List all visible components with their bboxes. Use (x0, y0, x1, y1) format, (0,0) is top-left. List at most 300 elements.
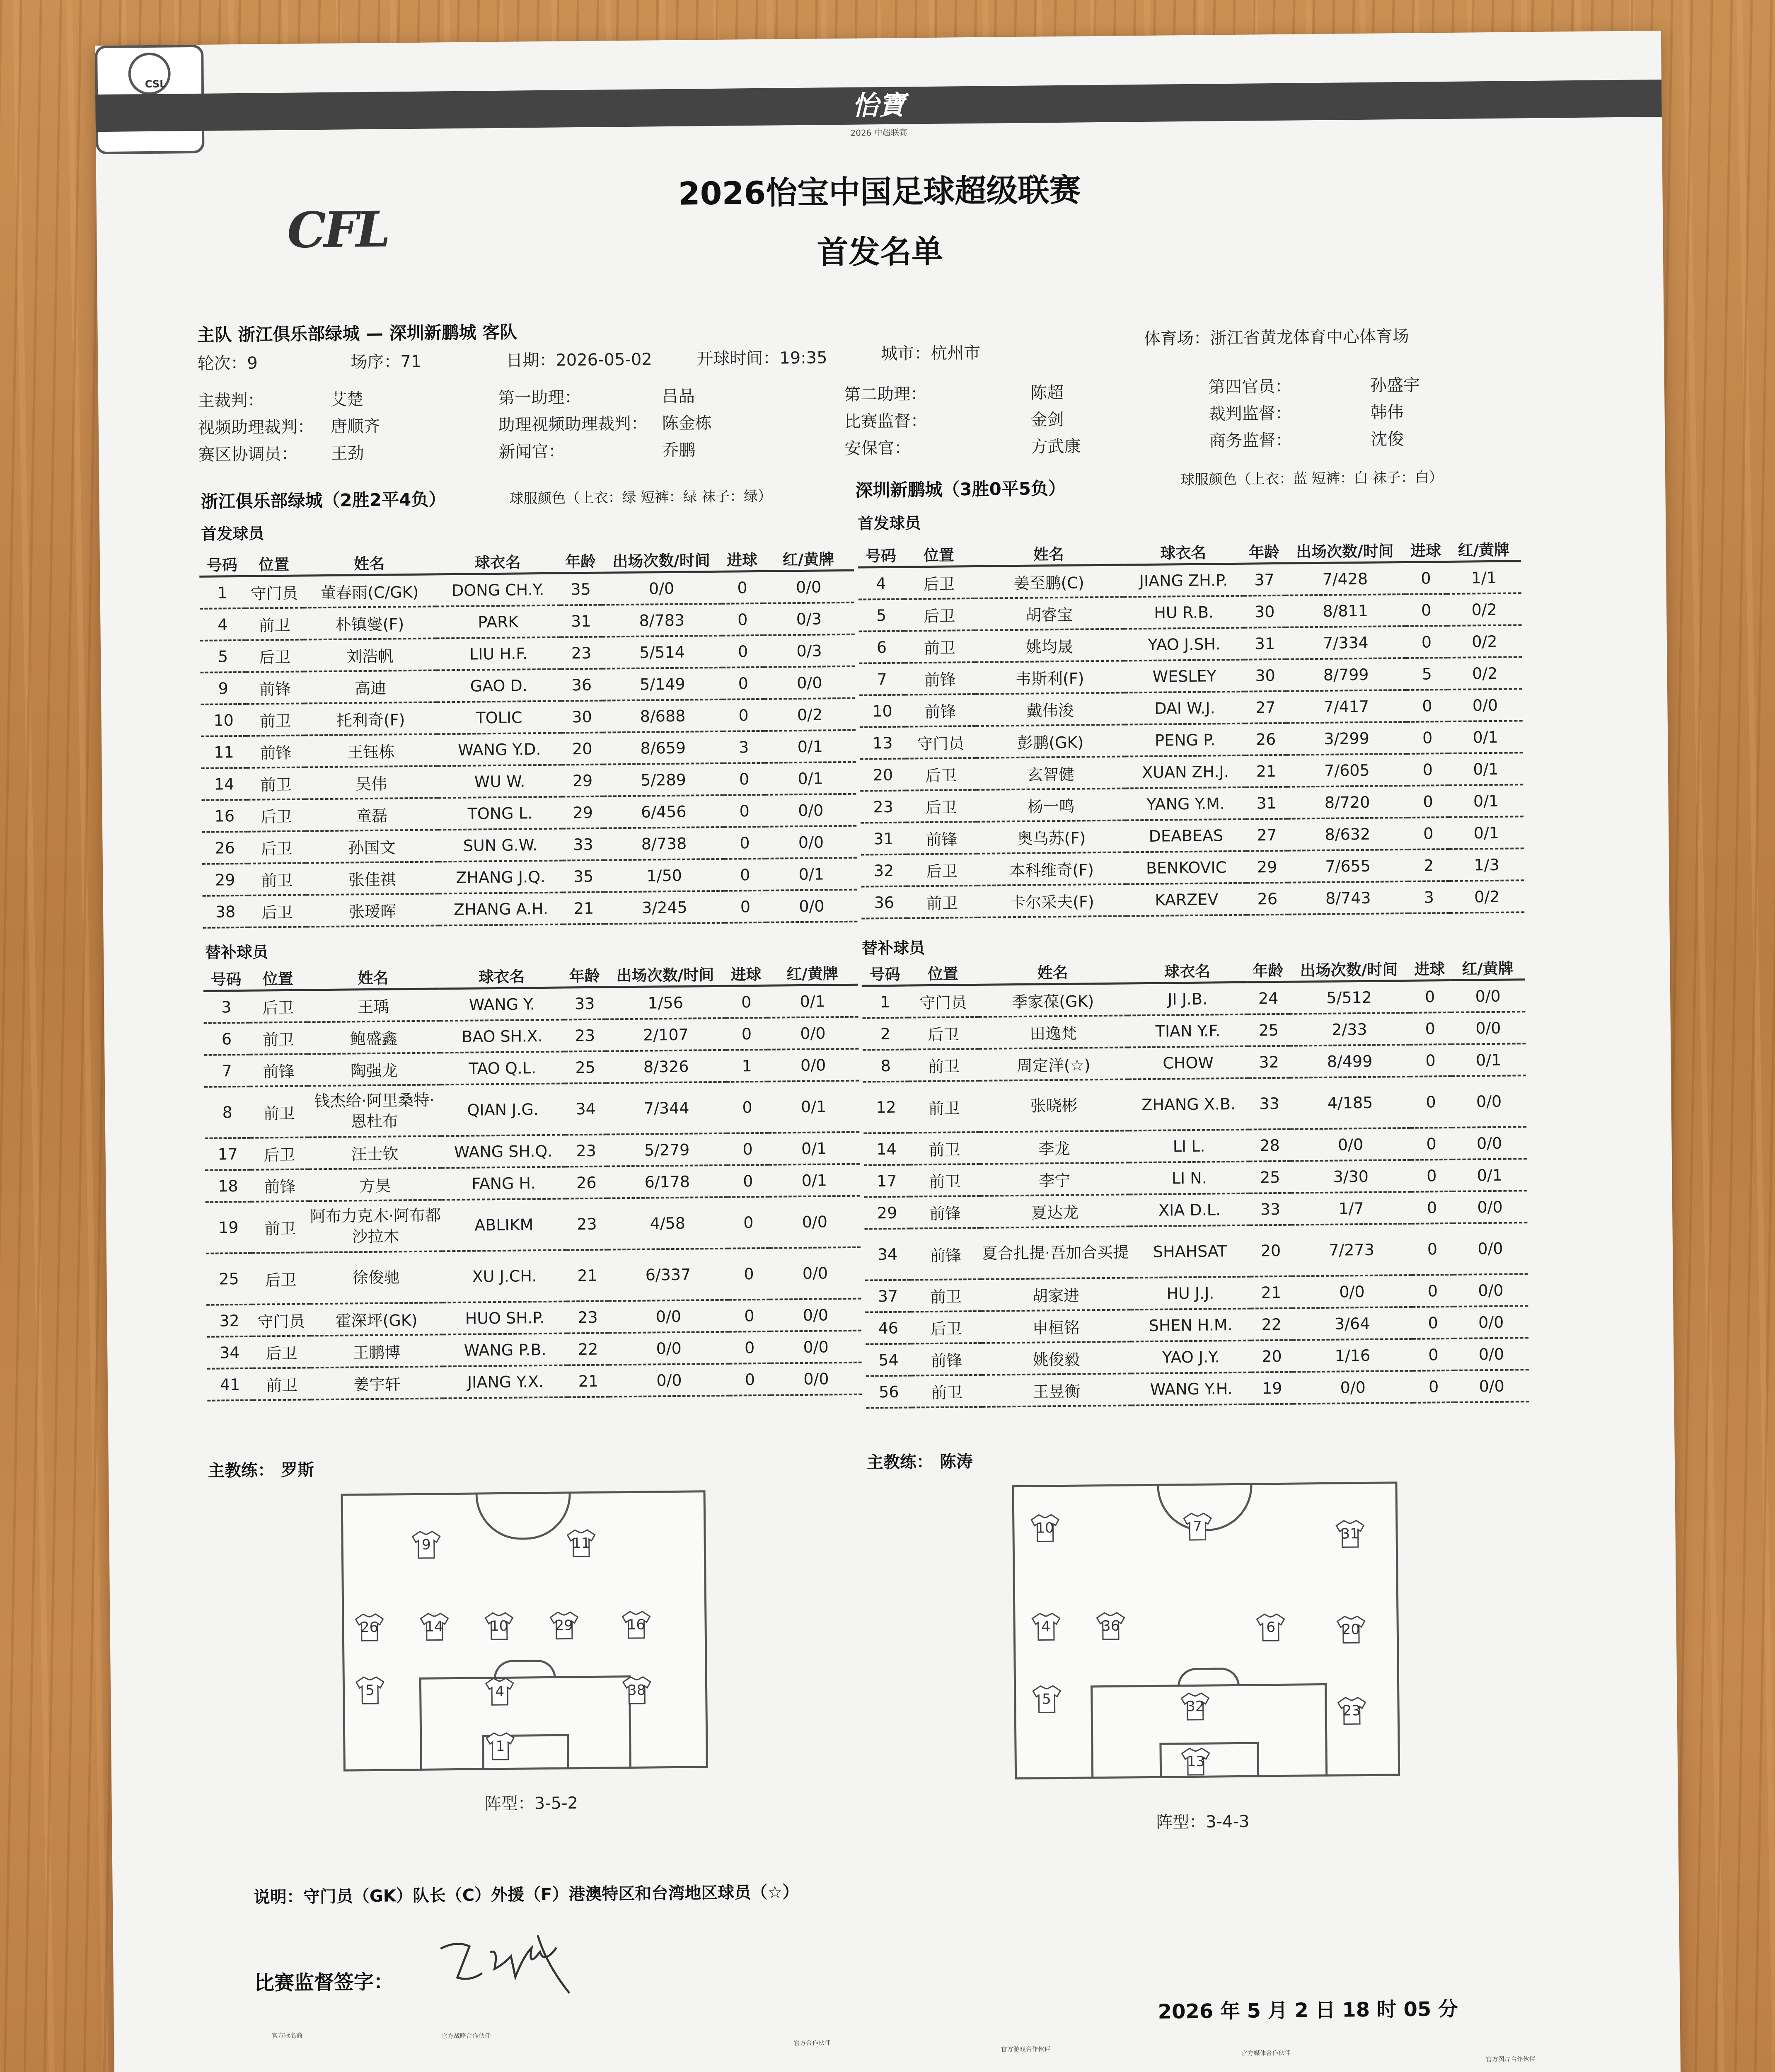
player-number: 5 (858, 599, 904, 632)
player-number: 5 (200, 640, 246, 673)
player-age: 20 (1250, 1225, 1291, 1277)
player-age: 28 (1249, 1129, 1291, 1162)
official-name: 唐顺齐 (330, 416, 381, 436)
player-age: 27 (1246, 819, 1288, 851)
player-age: 23 (566, 1198, 608, 1250)
player-position: 前卫 (246, 703, 305, 736)
player-name: 王钰栋 (305, 734, 438, 767)
official-name: 吕品 (661, 387, 695, 407)
player-goals: 0 (723, 763, 765, 795)
shirt-number: 29 (555, 1617, 573, 1634)
player-appearances: 4/58 (607, 1197, 728, 1250)
player-number: 6 (859, 631, 905, 663)
away-team-name: 深圳新鹏城（3胜0平5负） (855, 478, 1066, 501)
player-appearances: 8/499 (1289, 1045, 1410, 1078)
player-number: 3 (203, 990, 249, 1023)
shirt-number: 5 (1042, 1691, 1051, 1708)
table-row (864, 1222, 1528, 1280)
player-age: 23 (565, 1135, 607, 1167)
player-goals: 0 (727, 1165, 769, 1197)
player-cards: 0/0 (767, 1017, 859, 1050)
player-position: 守门员 (252, 1304, 310, 1336)
player-shirt-name: TAO Q.L. (440, 1052, 565, 1085)
player-age: 37 (1243, 563, 1285, 595)
shirt-icon (621, 1675, 652, 1706)
player-appearances: 8/720 (1287, 786, 1407, 819)
player-goals: 0 (727, 1133, 769, 1165)
shirt-icon (1336, 1695, 1367, 1726)
column-header: 年龄 (1247, 958, 1289, 982)
player-age: 31 (1245, 787, 1287, 819)
player-goals: 0 (1407, 817, 1449, 850)
player-goals: 1 (726, 1050, 768, 1082)
player-name: 周定洋(☆) (979, 1047, 1128, 1080)
player-position: 前卫 (251, 1201, 310, 1253)
player-position: 后卫 (907, 854, 977, 886)
player-name: 夏合扎提·吾加合买提 (980, 1226, 1130, 1279)
player-position: 后卫 (247, 831, 306, 863)
player-number: 16 (201, 800, 247, 832)
player-name: 鲍盛鑫 (307, 1021, 440, 1054)
player-shirt-name: LI L. (1129, 1130, 1249, 1163)
player-cards: 0/2 (1447, 625, 1522, 658)
column-header: 进球 (721, 547, 763, 571)
player-cards: 0/0 (1452, 1127, 1527, 1159)
official-name: 陈超 (1030, 383, 1064, 403)
player-shirt-name: BENKOVIC (1126, 851, 1247, 884)
player-shirt-name: JIANG Y.X. (443, 1365, 568, 1398)
player-goals: 0 (728, 1300, 770, 1332)
shirt-number: 4 (1041, 1618, 1051, 1635)
table-row (866, 1370, 1529, 1408)
home-formation: 阵型：3-5-2 (484, 1794, 578, 1814)
column-header: 号码 (858, 543, 904, 568)
shirt-icon (484, 1610, 515, 1641)
player-appearances: 8/326 (606, 1050, 726, 1083)
player-name: 张佳祺 (306, 862, 439, 895)
player-goals: 0 (1410, 1128, 1452, 1160)
player-position: 前卫 (247, 767, 305, 799)
player-goals: 3 (1408, 881, 1450, 913)
table-row (863, 1075, 1526, 1133)
player-age: 27 (1245, 691, 1287, 724)
player-number: 10 (859, 695, 905, 727)
player-number: 46 (865, 1312, 911, 1344)
player-goals: 0 (1412, 1339, 1454, 1371)
player-shirt-name: WANG Y.H. (1131, 1372, 1252, 1406)
player-shirt-name: PARK (436, 605, 561, 639)
player-number: 34 (207, 1336, 253, 1369)
player-shirt-name: WU W. (438, 765, 562, 798)
player-cards: 0/3 (764, 634, 855, 667)
player-age: 22 (567, 1333, 609, 1365)
player-goals: 0 (1406, 626, 1448, 658)
player-number: 25 (206, 1253, 252, 1305)
shirt-number: 11 (572, 1535, 590, 1552)
player-appearances: 3/245 (605, 891, 725, 924)
player-name: 托利奇(F) (304, 702, 437, 735)
player-number: 7 (204, 1055, 250, 1087)
player-cards: 0/3 (763, 603, 855, 635)
shirt-number: 26 (360, 1619, 379, 1636)
player-goals: 0 (1405, 562, 1447, 594)
player-age: 31 (1244, 627, 1286, 660)
player-number: 32 (206, 1305, 252, 1337)
player-cards: 0/0 (766, 890, 858, 922)
player-appearances: 3/299 (1287, 722, 1407, 755)
player-shirt-name: PENG P. (1125, 724, 1245, 757)
shirt-number: 38 (627, 1682, 646, 1699)
csl-logo (95, 45, 907, 155)
player-goals: 0 (722, 635, 764, 668)
player-position: 前卫 (911, 1279, 982, 1312)
player-appearances: 7/428 (1285, 562, 1405, 595)
table-row (206, 1196, 861, 1254)
player-cards: 0/0 (1453, 1191, 1528, 1223)
player-cards: 0/1 (768, 1132, 860, 1165)
player-cards: 0/1 (1448, 721, 1523, 753)
player-goals: 0 (1411, 1223, 1453, 1275)
player-shirt-name: ZHANG J.Q. (438, 861, 563, 894)
signature-label: 比赛监督签字： (254, 1970, 394, 1995)
shirt-icon (1030, 1512, 1061, 1543)
player-number: 32 (861, 854, 907, 887)
player-goals: 3 (723, 731, 765, 763)
column-header: 姓名 (303, 550, 436, 576)
player-number: 56 (866, 1375, 912, 1408)
shirt-number: 10 (1036, 1520, 1054, 1537)
player-goals: 0 (728, 1248, 770, 1300)
partner-title-strategic: 官方战略合作伙伴 (441, 2032, 491, 2040)
official-name: 方武康 (1031, 437, 1081, 457)
player-name: 韦斯利(F) (975, 661, 1124, 694)
official-label: 助理视频助理裁判： (498, 414, 648, 435)
shirt-icon (1182, 1511, 1213, 1542)
player-age: 35 (563, 860, 605, 893)
player-appearances: 0/0 (1292, 1275, 1412, 1308)
player-shirt-name: SUN G.W. (438, 829, 563, 862)
player-cards: 0/0 (1453, 1274, 1528, 1307)
player-number: 54 (866, 1344, 912, 1376)
player-number: 2 (863, 1018, 909, 1050)
player-position: 后卫 (249, 990, 307, 1023)
player-number: 14 (201, 768, 247, 800)
player-name: 戴伟浚 (975, 692, 1125, 726)
official-label: 主裁判： (198, 391, 264, 411)
player-cards: 0/1 (1452, 1159, 1527, 1191)
player-name: 李宁 (980, 1162, 1129, 1196)
player-appearances: 5/289 (603, 763, 724, 796)
player-cards: 0/0 (1448, 689, 1523, 721)
player-goals: 0 (1412, 1307, 1454, 1339)
player-shirt-name: YANG Y.M. (1125, 787, 1246, 821)
player-number: 13 (860, 727, 906, 759)
player-cards: 0/0 (769, 1247, 861, 1300)
player-shirt-name: ABLIKM (442, 1198, 566, 1251)
column-header: 球衣名 (1123, 540, 1244, 565)
player-appearances: 8/688 (602, 700, 723, 733)
table-row (861, 880, 1525, 918)
player-age: 21 (568, 1365, 609, 1397)
player-position: 后卫 (904, 566, 975, 599)
player-shirt-name: LIU H.F. (436, 637, 561, 670)
player-appearances: 8/811 (1285, 594, 1406, 627)
player-appearances: 6/337 (608, 1249, 728, 1301)
official-name: 陈金栋 (662, 414, 712, 433)
player-appearances: 1/7 (1291, 1192, 1412, 1225)
player-goals: 0 (725, 891, 767, 923)
player-position: 前锋 (905, 694, 976, 727)
player-position: 守门员 (245, 576, 303, 608)
player-shirt-name: TONG L. (438, 797, 562, 830)
column-header: 红/黄牌 (1450, 955, 1525, 980)
player-number: 20 (860, 759, 906, 791)
player-shirt-name: GAO D. (436, 669, 561, 702)
home-kit-colors: 球服颜色（上衣：绿 短裤：绿 袜子：绿） (509, 488, 772, 507)
player-name: 童磊 (305, 798, 438, 831)
player-appearances: 0/0 (1290, 1128, 1411, 1161)
player-number: 38 (203, 896, 249, 928)
player-position: 前锋 (911, 1343, 982, 1376)
player-number: 17 (205, 1138, 251, 1170)
player-appearances: 5/279 (607, 1133, 727, 1167)
player-appearances: 8/659 (603, 731, 723, 765)
player-name: 本科维奇(F) (977, 852, 1127, 885)
player-number: 41 (207, 1368, 253, 1401)
player-goals: 0 (1407, 785, 1449, 818)
player-shirt-name: BAO SH.X. (440, 1020, 565, 1053)
player-name: 季家葆(GK) (978, 983, 1128, 1017)
column-header: 出场次数/时间 (601, 547, 722, 573)
home-subs-table (203, 961, 862, 1402)
player-position: 前卫 (253, 1368, 311, 1400)
column-header: 号码 (203, 966, 249, 991)
player-appearances: 7/334 (1286, 626, 1406, 659)
player-number: 36 (861, 886, 907, 919)
player-position: 后卫 (248, 895, 307, 927)
player-number: 23 (860, 791, 906, 823)
player-cards: 0/1 (768, 1081, 859, 1133)
player-age: 35 (560, 573, 602, 605)
player-appearances: 7/417 (1286, 690, 1407, 723)
player-age: 33 (564, 987, 606, 1019)
player-shirt-name: QIAN J.G. (440, 1083, 565, 1136)
player-number: 11 (201, 736, 247, 768)
player-position: 后卫 (904, 598, 975, 631)
player-number: 8 (204, 1087, 250, 1138)
player-age: 31 (560, 605, 602, 637)
player-cards: 0/0 (767, 1049, 859, 1082)
column-header: 号码 (862, 961, 908, 986)
player-appearances: 1/56 (605, 986, 726, 1019)
player-appearances: 4/185 (1290, 1077, 1410, 1129)
column-header: 进球 (1409, 956, 1451, 980)
player-shirt-name: YAO J.SH. (1124, 628, 1245, 661)
player-cards: 0/1 (764, 730, 856, 763)
partner-title-official: 官方合作伙伴 (793, 2039, 831, 2047)
player-position: 后卫 (906, 790, 977, 823)
player-number: 10 (201, 704, 247, 736)
player-shirt-name: DONG CH.Y. (435, 573, 560, 606)
player-shirt-name: FANG H. (441, 1167, 566, 1200)
player-goals: 5 (1406, 658, 1448, 690)
shirt-icon (419, 1611, 450, 1642)
player-appearances: 5/514 (602, 636, 723, 669)
player-position: 前卫 (912, 1375, 982, 1408)
player-goals: 0 (1412, 1275, 1454, 1307)
player-age: 26 (1245, 723, 1287, 755)
player-goals: 0 (722, 603, 764, 636)
player-goals: 0 (1407, 721, 1449, 754)
column-header: 位置 (249, 966, 307, 990)
column-header: 姓名 (978, 959, 1127, 985)
player-name: 张晓彬 (979, 1079, 1129, 1132)
player-age: 26 (1246, 883, 1288, 915)
player-cards: 0/0 (771, 1363, 862, 1395)
player-position: 后卫 (252, 1336, 311, 1368)
player-appearances: 8/783 (602, 604, 722, 637)
shirt-icon (355, 1674, 386, 1705)
column-header: 位置 (904, 542, 975, 567)
player-shirt-name: HUO SH.P. (443, 1301, 567, 1334)
official-name: 金剑 (1030, 410, 1064, 430)
away-coach-name: 陈涛 (939, 1452, 973, 1472)
shirt-icon (549, 1610, 580, 1641)
player-position: 后卫 (911, 1311, 982, 1344)
official-label: 商务监督： (1209, 431, 1292, 451)
player-number: 6 (204, 1023, 250, 1055)
player-shirt-name: XU J.CH. (442, 1250, 567, 1302)
player-age: 30 (1244, 595, 1286, 628)
player-name: 姜宇轩 (311, 1366, 444, 1399)
column-header: 球衣名 (435, 549, 560, 574)
column-header: 进球 (1405, 537, 1447, 562)
home-coach (208, 1457, 314, 1481)
player-number: 18 (205, 1170, 251, 1202)
player-name: 朴镇燮(F) (303, 606, 436, 639)
player-position: 前卫 (907, 886, 978, 918)
official-label: 裁判监督： (1209, 404, 1292, 424)
player-name: 霍深坪(GK) (310, 1302, 443, 1336)
official-label: 第一助理： (498, 388, 581, 408)
away-starters-table (858, 537, 1525, 919)
player-number: 1 (862, 985, 908, 1018)
player-shirt-name: ZHANG X.B. (1128, 1078, 1249, 1131)
player-shirt-name: XUAN ZH.J. (1125, 755, 1246, 789)
player-shirt-name: CHOW (1128, 1046, 1248, 1080)
player-name: 夏达龙 (980, 1194, 1130, 1227)
column-header: 位置 (907, 961, 978, 985)
shirt-icon (1335, 1614, 1366, 1645)
player-cards: 0/1 (765, 762, 856, 795)
player-appearances: 5/149 (602, 668, 723, 701)
player-goals: 0 (1413, 1370, 1455, 1403)
player-shirt-name: SHAHSAT (1129, 1225, 1250, 1278)
player-number: 9 (201, 672, 247, 704)
player-position: 前锋 (906, 822, 977, 854)
player-number: 31 (861, 823, 907, 855)
player-number: 17 (864, 1165, 910, 1197)
shirt-icon (1031, 1683, 1062, 1714)
player-appearances: 2/107 (606, 1018, 726, 1051)
player-appearances: 5/512 (1289, 980, 1410, 1014)
stadium: 体育场：浙江省黄龙体育中心体育场 (1144, 327, 1410, 349)
player-cards: 0/1 (1449, 816, 1524, 849)
player-age: 21 (566, 1250, 608, 1302)
partner-title-naming: 官方冠名商 (271, 2031, 303, 2040)
cfl-logo: CFL (287, 200, 388, 259)
player-age: 26 (566, 1167, 607, 1199)
player-cards: 0/0 (1454, 1370, 1529, 1402)
player-age: 23 (561, 637, 602, 669)
official-name: 韩伟 (1370, 402, 1404, 422)
official-label: 赛区协调员： (198, 444, 298, 465)
shirt-number: 31 (1341, 1525, 1359, 1542)
shirt-icon (1255, 1612, 1287, 1643)
player-goals: 0 (1407, 753, 1449, 786)
player-name: 阿布力克木·阿布都沙拉木 (309, 1200, 442, 1252)
player-position: 后卫 (908, 1017, 979, 1050)
player-position: 后卫 (246, 639, 304, 672)
player-age: 32 (1248, 1046, 1290, 1078)
player-age: 21 (1245, 755, 1287, 787)
player-age: 29 (562, 796, 604, 829)
player-age: 25 (1249, 1161, 1291, 1193)
player-age: 24 (1248, 982, 1289, 1014)
column-header: 年龄 (563, 963, 605, 988)
player-shirt-name: WANG SH.Q. (441, 1135, 566, 1168)
shirt-number: 10 (490, 1617, 508, 1635)
column-header: 进球 (725, 961, 767, 986)
away-coach-label: 主教练： (866, 1452, 933, 1472)
player-goals: 2 (1408, 849, 1450, 881)
player-cards: 0/0 (1451, 1012, 1526, 1044)
player-name: 卡尔采夫(F) (977, 884, 1127, 917)
shirt-icon (1095, 1610, 1126, 1641)
player-shirt-name: HU R.B. (1124, 596, 1244, 629)
player-cards: 0/1 (1449, 753, 1524, 785)
player-goals: 0 (726, 1018, 768, 1050)
player-name: 方昊 (309, 1168, 442, 1201)
match-date: 日期：2026-05-02 (506, 350, 652, 370)
player-number: 7 (859, 663, 905, 695)
player-name: 胡睿宝 (975, 597, 1124, 630)
shirt-icon (485, 1731, 516, 1762)
player-shirt-name: WESLEY (1124, 660, 1245, 693)
official-name: 乔鹏 (662, 441, 696, 460)
csl-logo-text: CSL (145, 78, 166, 90)
player-age: 20 (561, 733, 603, 765)
round: 轮次：9 (197, 353, 258, 373)
away-formation: 阵型：3-4-3 (1156, 1812, 1250, 1832)
player-position: 前卫 (249, 1022, 308, 1054)
home-starters-table (199, 546, 858, 929)
shirt-icon (1180, 1746, 1212, 1777)
partner-title-photo: 官方图片合作伙伴 (1485, 2055, 1536, 2063)
city: 城市：杭州市 (880, 343, 981, 364)
player-appearances: 3/64 (1292, 1307, 1412, 1340)
official-label: 安保官： (844, 438, 911, 458)
player-goals: 0 (1405, 594, 1447, 626)
shirt-number: 9 (421, 1536, 431, 1553)
player-age: 33 (1248, 1078, 1290, 1130)
player-goals: 0 (721, 571, 763, 603)
player-goals: 0 (723, 699, 764, 731)
home-starters-label: 首发球员 (201, 524, 264, 543)
shirt-number: 7 (1192, 1518, 1202, 1535)
player-cards: 0/2 (1447, 657, 1522, 690)
player-cards: 0/0 (1453, 1306, 1528, 1339)
